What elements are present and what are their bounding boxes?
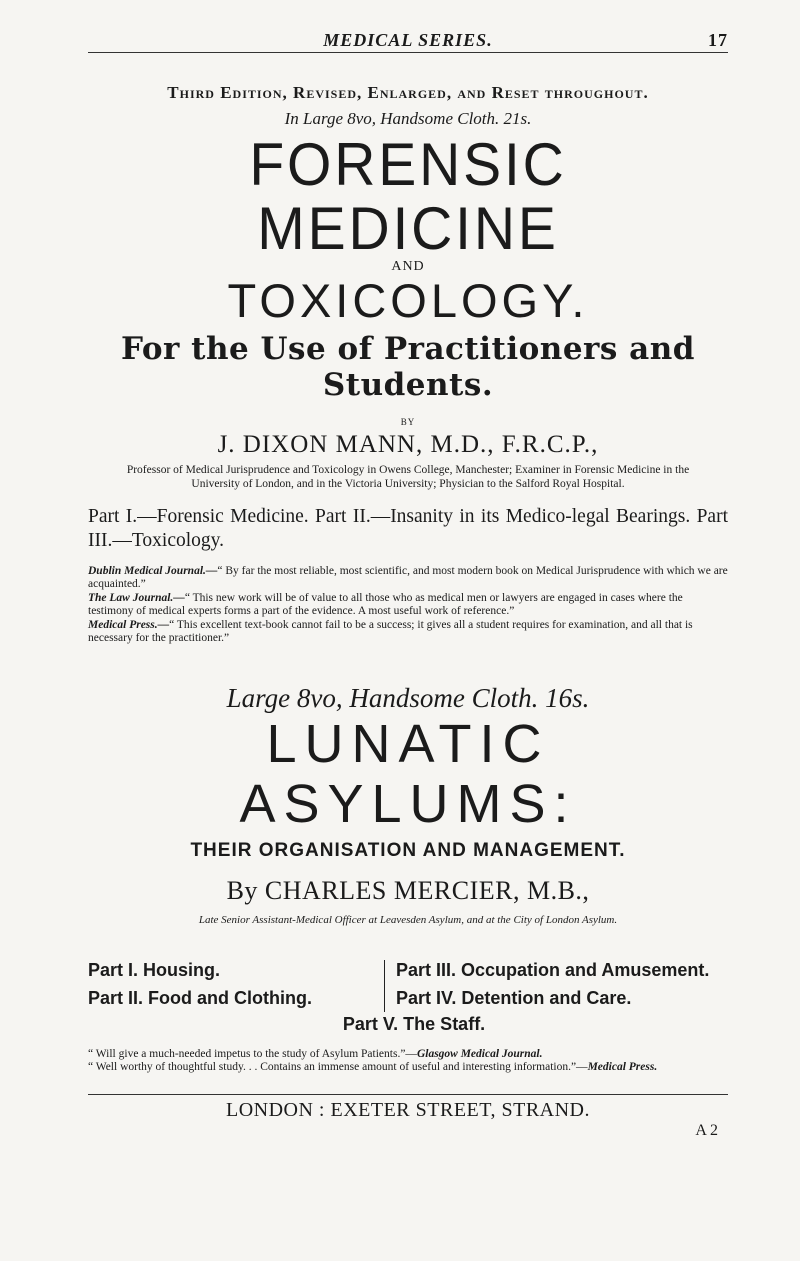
column-divider: [384, 960, 385, 1012]
parts-left-column: [88, 956, 312, 1012]
book-parts: Part I.—Forensic Medicine. Part II.—Insanity in its Medico-legal Bearings. Part III.—Toxicology.: [88, 506, 728, 551]
review-source: Dublin Medical Journal.—: [88, 565, 218, 577]
review-list: [88, 565, 728, 645]
book-subtitle: THEIR ORGANISATION AND MANAGEMENT.: [190, 840, 626, 861]
book-title-line2: TOXICOLOGY.: [227, 274, 589, 327]
book-subtitle: For the Use of Practitioners and Students.: [121, 331, 695, 403]
catalogue-page: [88, 28, 728, 1140]
review-list: [88, 1048, 728, 1074]
book-title-line1: FORENSIC MEDICINE: [249, 131, 567, 262]
review-item: [88, 1061, 728, 1074]
review-item: [88, 565, 728, 591]
review-text: “ Will give a much-needed impetus to the study of Asylum Patients.”—: [88, 1048, 417, 1060]
book-lunatic-asylums: [88, 683, 728, 1074]
signature-mark: A 2: [695, 1122, 718, 1139]
part-item: Part IV. Detention and Care.: [396, 988, 632, 1008]
book-title-and: AND: [391, 259, 425, 274]
review-source: Medical Press.: [587, 1061, 658, 1073]
review-item: [88, 1048, 728, 1061]
format-line: Large 8vo, Handsome Cloth. 16s.: [226, 683, 590, 713]
book-forensic-medicine: [88, 83, 728, 645]
review-text: “ This new work will be of value to all those who as medical men or lawyers are engaged in cases where the testimony of medical experts forms a part of the evidence. A most useful work of reference.”: [88, 592, 683, 617]
review-source: The Law Journal.—: [88, 592, 185, 604]
author-affiliation: Professor of Medical Jurisprudence and Toxicology in Owens College, Manchester; Examiner in Forensic Medicine in the University of London, and in the Victoria University; Physician to the Salford Royal Hospital.: [126, 464, 690, 490]
running-head-title: MEDICAL SERIES.: [323, 30, 493, 50]
running-head: [88, 28, 728, 53]
format-line: In Large 8vo, Handsome Cloth. 21s.: [284, 109, 532, 128]
review-source: Medical Press.—: [88, 619, 170, 631]
part-item: Part II. Food and Clothing.: [88, 988, 312, 1008]
author-affiliation: Late Senior Assistant-Medical Officer at Leavesden Asylum, and at the City of London Asylum.: [198, 914, 618, 926]
review-text: “ By far the most reliable, most scientific, and most modern book on Medical Jurisprudence with which we are acquainted.”: [88, 565, 728, 590]
publisher-imprint: LONDON : EXETER STREET, STRAND.: [88, 1094, 728, 1122]
page-number: 17: [708, 30, 728, 50]
review-text: “ This excellent text-book cannot fail to be a success; it gives all a student requires for examination, and all that is necessary for the practitioner.”: [88, 619, 693, 644]
author-name: By CHARLES MERCIER, M.B.,: [226, 876, 590, 905]
review-item: [88, 619, 728, 645]
edition-line: Third Edition, Revised, Enlarged, and Reset throughout.: [167, 83, 649, 102]
review-item: [88, 592, 728, 618]
by-label: BY: [400, 417, 416, 427]
contents-parts: [88, 956, 728, 1036]
author-name: J. DIXON MANN, M.D., F.R.C.P.,: [217, 431, 599, 458]
review-source: Glasgow Medical Journal.: [416, 1048, 543, 1060]
parts-right-column: [396, 956, 709, 1012]
part-item: Part V. The Staff.: [342, 1014, 486, 1034]
part-item: Part I. Housing.: [88, 960, 221, 980]
review-text: “ Well worthy of thoughtful study. . . Contains an immense amount of useful and interesting information.”—: [88, 1061, 588, 1073]
book-title: LUNATIC ASYLUMS:: [239, 714, 577, 834]
part-item: Part III. Occupation and Amusement.: [396, 960, 710, 980]
